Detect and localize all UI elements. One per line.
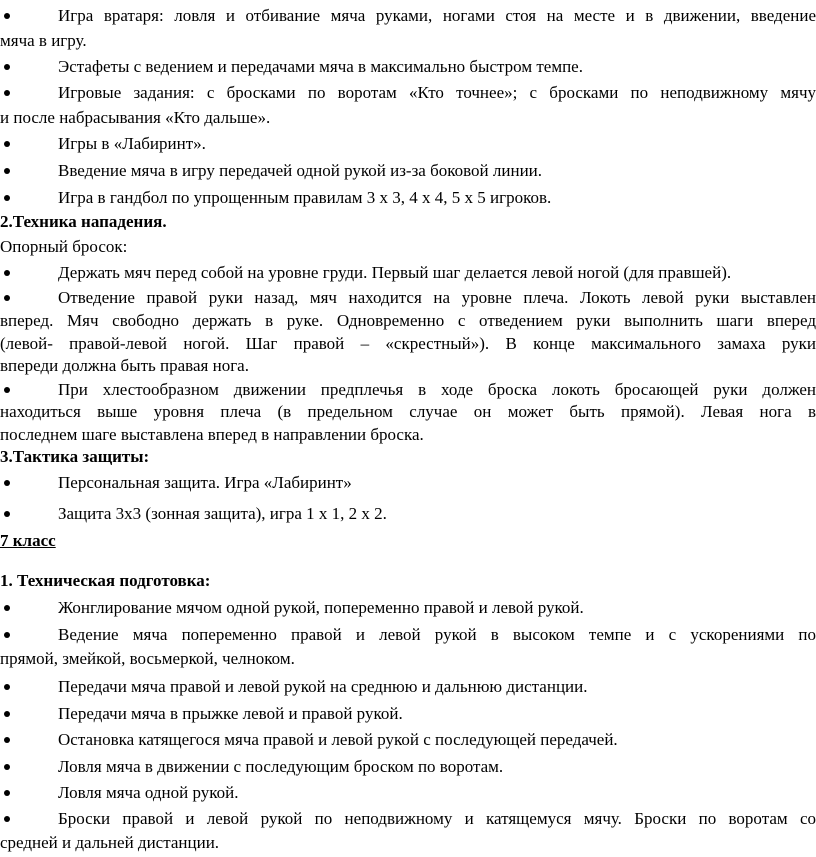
text-line: Ведение мяча попеременно правой и левой рукой в высоком темпе и с ускорениями по	[58, 625, 816, 644]
text-line: Держать мяч перед собой на уровне груди. Первый шаг делается левой ногой (для правшей).	[58, 263, 732, 282]
text-line: Эстафеты с ведением и передачами мяча в максимально быстром темпе.	[58, 57, 583, 76]
text-line: последнем шаге выставлена вперед в направлении броска.	[0, 425, 424, 444]
text-line: средней и дальней дистанции.	[0, 833, 220, 852]
text-line: вперед. Мяч свободно держать в руке. Одновременно с отведением руки выполнить шаги вперед	[0, 311, 816, 330]
section-heading: 2.Техника нападения.	[0, 212, 167, 231]
text-line: Передачи мяча правой и левой рукой на среднюю и дальнюю дистанции.	[58, 677, 588, 696]
text-line: Защита 3х3 (зонная защита), игра 1 х 1, 2 х 2.	[58, 504, 387, 523]
grade-heading: 7 класс	[0, 531, 56, 550]
text-line: Ловля мяча в движении с последующим броском по воротам.	[58, 757, 504, 776]
text-line: Введение мяча в игру передачей одной рукой из-за боковой линии.	[58, 161, 543, 180]
section-heading: 3.Тактика защиты:	[0, 447, 150, 466]
subheading: Опорный бросок:	[0, 237, 128, 256]
text-line: Игра вратаря: ловля и отбивание мяча руками, ногами стоя на месте и в движении, введение	[58, 6, 816, 25]
text-line: находиться выше уровня плеча (в предельном случае он может быть прямой). Левая нога в	[0, 402, 816, 421]
text-line: впереди должна быть правая нога.	[0, 356, 249, 375]
text-line: (левой- правой-левой ногой. Шаг правой – «скрестный»). В конце максимального замаха руки	[0, 334, 816, 353]
text-line: Жонглирование мячом одной рукой, попеременно правой и левой рукой.	[58, 598, 584, 617]
text-line: Передачи мяча в прыжке левой и правой рукой.	[58, 704, 403, 723]
text-line: и после набрасывания «Кто дальше».	[0, 108, 271, 127]
text-line: Игры в «Лабиринт».	[58, 134, 206, 153]
text-line: Персональная защита. Игра «Лабиринт»	[58, 473, 352, 492]
text-line: Ловля мяча одной рукой.	[58, 783, 239, 802]
text-line: Броски правой и левой рукой по неподвижному и катящемуся мячу. Броски по воротам со	[58, 809, 816, 828]
text-line: мяча в игру.	[0, 31, 87, 50]
text-line: Отведение правой руки назад, мяч находится на уровне плеча. Локоть левой руки выставлен	[58, 288, 816, 307]
text-line: Игра в гандбол по упрощенным правилам 3 х 3, 4 х 4, 5 х 5 игроков.	[58, 188, 552, 207]
text-line: Остановка катящегося мяча правой и левой рукой с последующей передачей.	[58, 730, 618, 749]
text-line: Игровые задания: с бросками по воротам «Кто точнее»; с бросками по неподвижному мячу	[58, 83, 816, 102]
section-heading: 1. Техническая подготовка:	[0, 571, 211, 590]
text-line: При хлестообразном движении предплечья в ходе броска локоть бросающей руки должен	[58, 380, 816, 399]
text-line: прямой, змейкой, восьмеркой, челноком.	[0, 649, 295, 668]
